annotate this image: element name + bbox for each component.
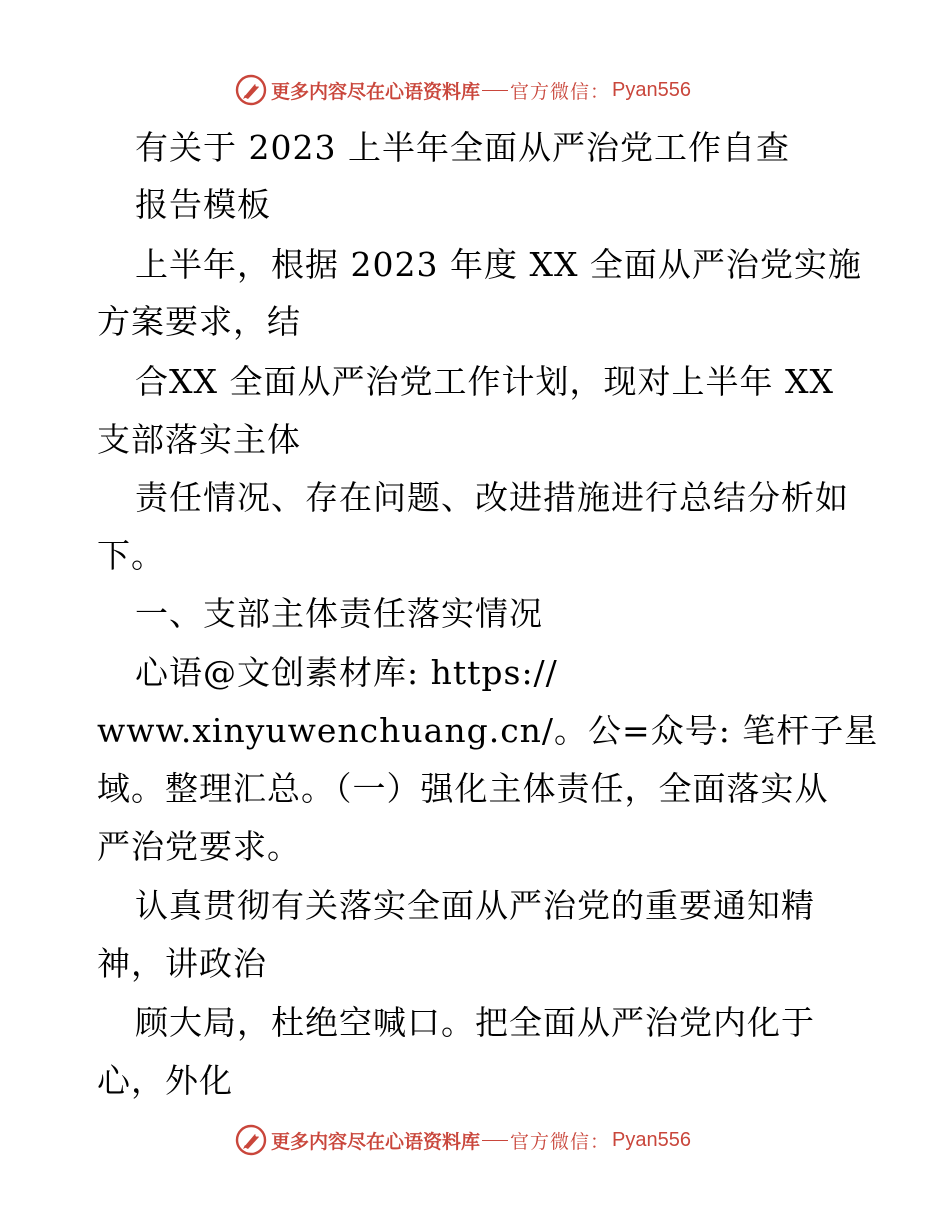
watermark-brand: 更多内容尽在心语资料库 (271, 1130, 481, 1153)
watermark-dash (482, 1140, 508, 1141)
pen-logo-icon (235, 1124, 267, 1156)
paragraph-line: www.xinyuwenchuang.cn/。公=众号: 笔杆子星 (97, 711, 879, 750)
paragraph-line: 神，讲政治 (97, 944, 267, 983)
paragraph-line: 心，外化 (97, 1061, 233, 1100)
section-heading: 一、支部主体责任落实情况 (135, 594, 543, 633)
pen-logo-icon (235, 74, 267, 106)
title-line-1: 有关于 2023 上半年全面从严治党工作自查 (135, 128, 790, 167)
paragraph-line: 支部落实主体 (97, 420, 301, 459)
paragraph-line: 严治党要求。 (97, 827, 301, 866)
watermark-official-label: 官方微信： (510, 1130, 611, 1153)
watermark-dash (482, 90, 508, 91)
paragraph-line: 域。整理汇总。（一）强化主体责任，全面落实从 (97, 769, 829, 808)
watermark-wechat-id: Pyan556 (612, 78, 691, 101)
paragraph-line: 方案要求，结 (97, 302, 301, 341)
paragraph-line: 下。 (97, 536, 165, 575)
paragraph-line: 上半年，根据 2023 年度 XX 全面从严治党实施 (135, 245, 862, 284)
title-line-2: 报告模板 (135, 185, 271, 224)
paragraph-line: 心语@文创素材库: https:// (135, 653, 558, 692)
watermark-official-label: 官方微信： (510, 80, 611, 103)
watermark-brand: 更多内容尽在心语资料库 (271, 80, 481, 103)
paragraph-line: 责任情况、存在问题、改进措施进行总结分析如 (135, 478, 849, 517)
paragraph-line: 顾大局，杜绝空喊口。把全面从严治党内化于 (135, 1003, 815, 1042)
footer-watermark (235, 1123, 691, 1157)
header-watermark (235, 73, 691, 107)
watermark-wechat-id: Pyan556 (612, 1128, 691, 1151)
paragraph-line: 认真贯彻有关落实全面从严治党的重要通知精 (135, 886, 815, 925)
paragraph-line: 合XX 全面从严治党工作计划，现对上半年 XX (135, 362, 834, 401)
